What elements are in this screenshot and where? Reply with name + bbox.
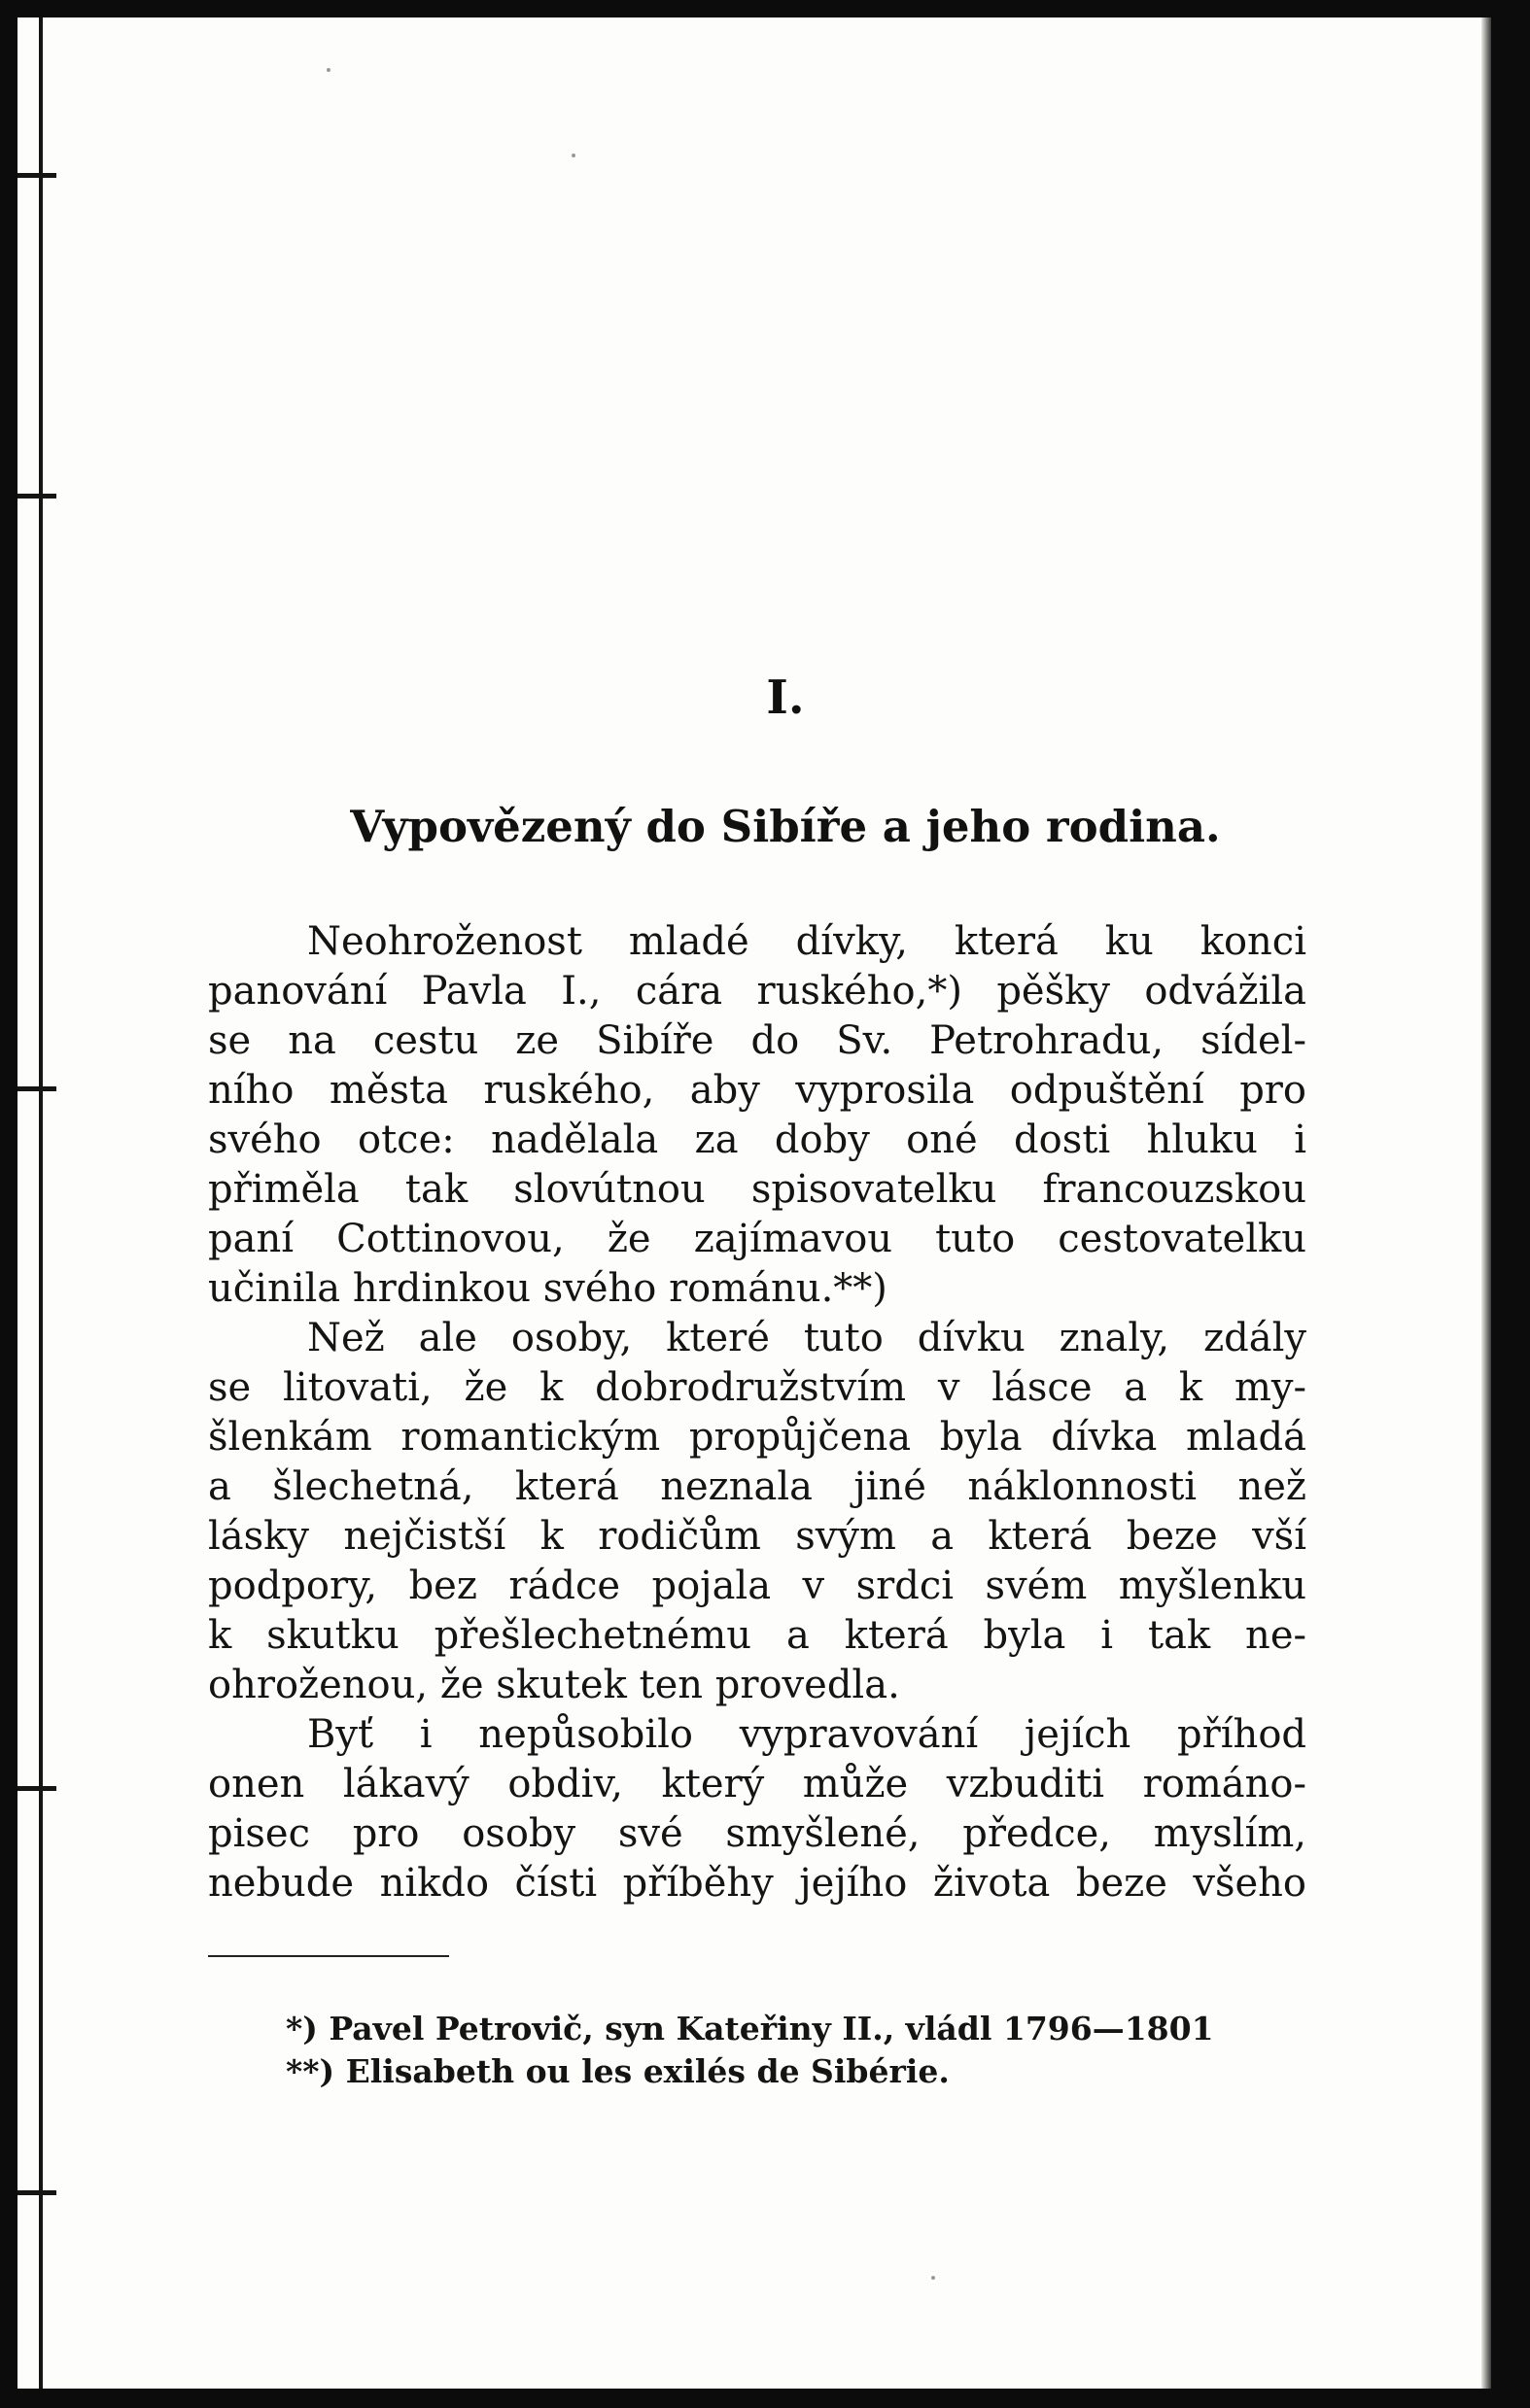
text-line: k skutku přešlechetnému a která byla i tak ne- xyxy=(208,1613,1306,1658)
page-edge-shadow xyxy=(1481,17,1491,2389)
text-line: se na cestu ze Sibíře do Sv. Petrohradu, sídel- xyxy=(208,1018,1306,1063)
footnotes xyxy=(286,2008,1297,2093)
binding-stitch xyxy=(17,173,56,178)
text-line: šlenkám romantickým propůjčena byla dívka mladá xyxy=(208,1415,1306,1460)
text-line: a šlechetná, která neznala jiné náklonnosti než xyxy=(208,1464,1306,1509)
paper-speck xyxy=(931,2276,935,2280)
text-line: svého otce: nadělala za doby oné dosti hluku i xyxy=(208,1118,1306,1162)
text-line: přiměla tak slovútnou spisovatelku francouzskou xyxy=(208,1167,1306,1212)
text-line: paní Cottinovou, že zajímavou tuto cestovatelku xyxy=(208,1217,1306,1261)
book-page xyxy=(17,17,1491,2389)
text-line: nebude nikdo čísti příběhy jejího života beze všeho xyxy=(208,1861,1306,1906)
text-line: ohroženou, že skutek ten provedla. xyxy=(208,1663,900,1707)
text-line: lásky nejčistší k rodičům svým a která beze vší xyxy=(208,1514,1306,1559)
footnote: **) Elisabeth ou les exilés de Sibérie. xyxy=(286,2052,950,2090)
text-line: Neohroženost mladé dívky, která ku konci xyxy=(307,919,1306,964)
footnote: *) Pavel Petrovič, syn Kateřiny II., vládl 1796—1801 xyxy=(286,2010,1214,2047)
text-line: podpory, bez rádce pojala v srdci svém myšlenku xyxy=(208,1564,1306,1608)
text-line: učinila hrdinkou svého románu.**) xyxy=(208,1266,887,1311)
binding-stitch xyxy=(17,494,56,499)
binding-stitch xyxy=(17,1786,56,1791)
footnote-divider xyxy=(208,1955,449,1957)
paper-speck xyxy=(572,154,575,157)
text-line: pisec pro osoby své smyšlené, předce, myslím, xyxy=(208,1811,1306,1856)
chapter-number: I. xyxy=(766,671,805,725)
text-line: onen lákavý obdiv, který může vzbuditi románo- xyxy=(208,1762,1306,1806)
chapter-title: Vypovězený do Sibíře a jeho rodina. xyxy=(350,801,1221,852)
text-line: se litovati, že k dobrodružstvím v lásce a k my- xyxy=(208,1365,1306,1410)
text-line: Než ale osoby, které tuto dívku znaly, zdály xyxy=(307,1316,1306,1360)
text-line: panování Pavla I., cára ruského,*) pěšky odvážila xyxy=(208,969,1306,1014)
paper-speck xyxy=(327,68,330,72)
binding-edge xyxy=(39,17,43,2389)
binding-stitch xyxy=(17,2190,56,2195)
body-text xyxy=(208,917,1306,1909)
text-line: Byť i nepůsobilo vypravování jejích příhod xyxy=(307,1712,1306,1757)
binding-stitch xyxy=(17,1086,56,1091)
text-line: ního města ruského, aby vyprosila odpuštění pro xyxy=(208,1068,1306,1113)
